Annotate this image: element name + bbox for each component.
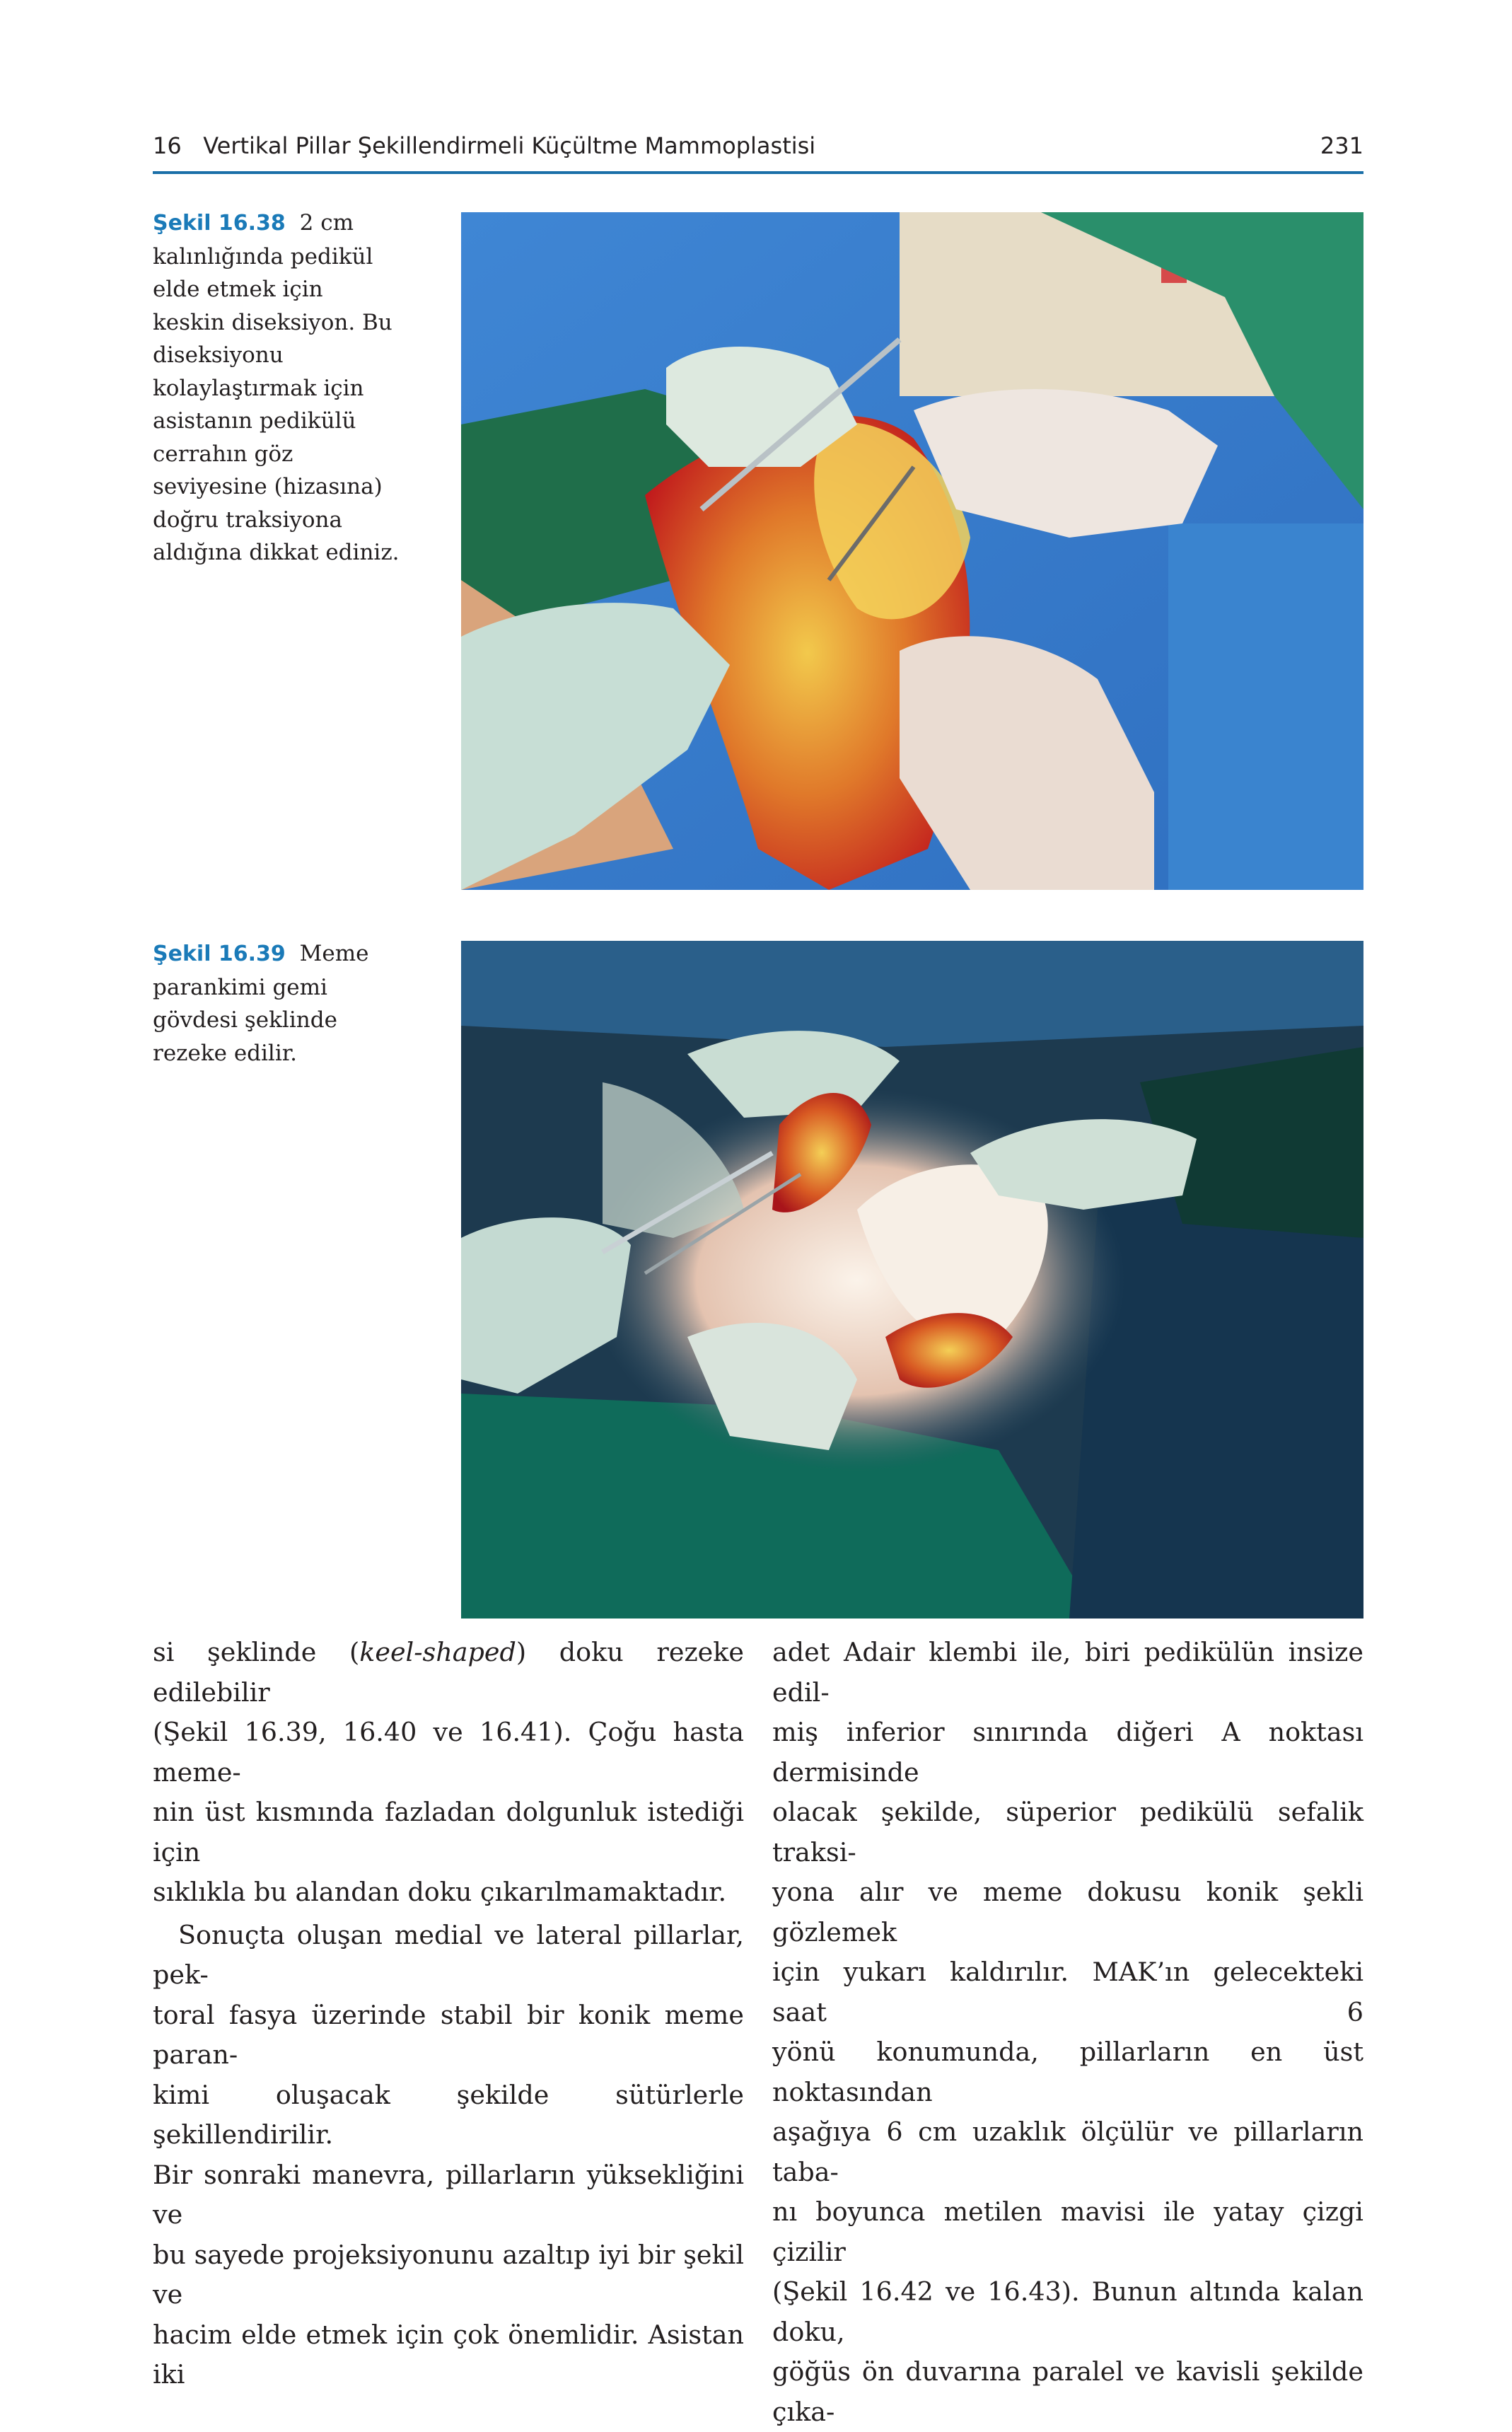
body-line: sıklıkla bu alandan doku çıkarılmamaktadır. — [153, 1877, 727, 1907]
body-line: yönü konumunda, pillarların en üst noktasından — [772, 2037, 1363, 2107]
body-line: olacak şekilde, süperior pedikülü sefalik traksi- — [772, 1797, 1363, 1868]
figure-label: Şekil 16.39 — [153, 942, 286, 966]
figure-caption-text: Meme parankimi gemi gövdesi şeklinde rezeke edilir. — [153, 941, 369, 1066]
body-line: Bir sonraki manevra, pillarların yüksekliğini ve — [153, 2159, 744, 2230]
body-line: Sonuçta oluşan medial ve lateral pillarlar, pek- — [153, 1919, 744, 1990]
header-left — [153, 132, 815, 159]
italic-term: keel-shaped — [359, 1637, 516, 1667]
figure-caption-text: 2 cm kalınlığında pedikül elde etmek için keskin diseksiyon. Bu diseksiyonu kolaylaştırmak için asistanın pedikülü cerrahın göz seviyesine (hizasına) doğru traksiyona aldığına dikkat ediniz. — [153, 210, 400, 565]
body-line: (Şekil 16.42 ve 16.43). Bunun altında kalan doku, — [772, 2276, 1363, 2347]
body-line: göğüs ön duvarına paralel ve kavisli şekilde çıka- — [772, 2356, 1363, 2427]
body-line — [153, 1633, 744, 1713]
header-rule — [153, 171, 1363, 174]
figure-caption-16-39 — [153, 937, 400, 1070]
body-line: adet Adair klembi ile, biri pedikülün insize edil- — [772, 1637, 1363, 1708]
surgical-photo-16-39-illustration — [461, 941, 1363, 1619]
figure-caption-16-38 — [153, 207, 400, 569]
body-column-left — [153, 1633, 744, 2395]
body-line: (Şekil 16.39, 16.40 ve 16.41). Çoğu hasta meme- — [153, 1717, 744, 1788]
body-line: nin üst kısmında fazladan dolgunluk istediği için — [153, 1797, 744, 1868]
surgical-photo-16-38 — [461, 212, 1363, 890]
body-line: için yukarı kaldırılır. MAK’ın gelecekteki saat 6 — [772, 1957, 1363, 2027]
body-line: aşağıya 6 cm uzaklık ölçülür ve pillarların taba- — [772, 2117, 1363, 2187]
chapter-number: 16 — [153, 132, 182, 159]
body-line: nı boyunca metilen mavisi ile yatay çizgi çizilir — [772, 2196, 1363, 2267]
figure-label: Şekil 16.38 — [153, 211, 286, 236]
body-line: miş inferior sınırında diğeri A noktası dermisinde — [772, 1717, 1363, 1788]
body-line: hacim elde etmek için çok önemlidir. Asistan iki — [153, 2319, 744, 2390]
surgical-photo-16-38-illustration — [461, 212, 1363, 890]
body-line: yona alır ve meme dokusu konik şekli gözlemek — [772, 1877, 1363, 1947]
body-line: toral fasya üzerinde stabil bir konik meme paran- — [153, 1999, 744, 2070]
surgical-photo-16-39 — [461, 941, 1363, 1619]
chapter-title: Vertikal Pillar Şekillendirmeli Küçültme Mammoplastisi — [203, 132, 816, 159]
body-line: bu sayede projeksiyonunu azaltıp iyi bir şekil ve — [153, 2239, 744, 2310]
body-line-text: si şeklinde (keel-shaped) doku rezeke edilebilir — [153, 1637, 744, 1708]
body-column-right — [772, 1633, 1363, 2432]
page-number: 231 — [1320, 132, 1363, 159]
running-header — [153, 125, 1363, 167]
body-line: kimi oluşacak şekilde sütürlerle şekillendirilir. — [153, 2079, 744, 2150]
